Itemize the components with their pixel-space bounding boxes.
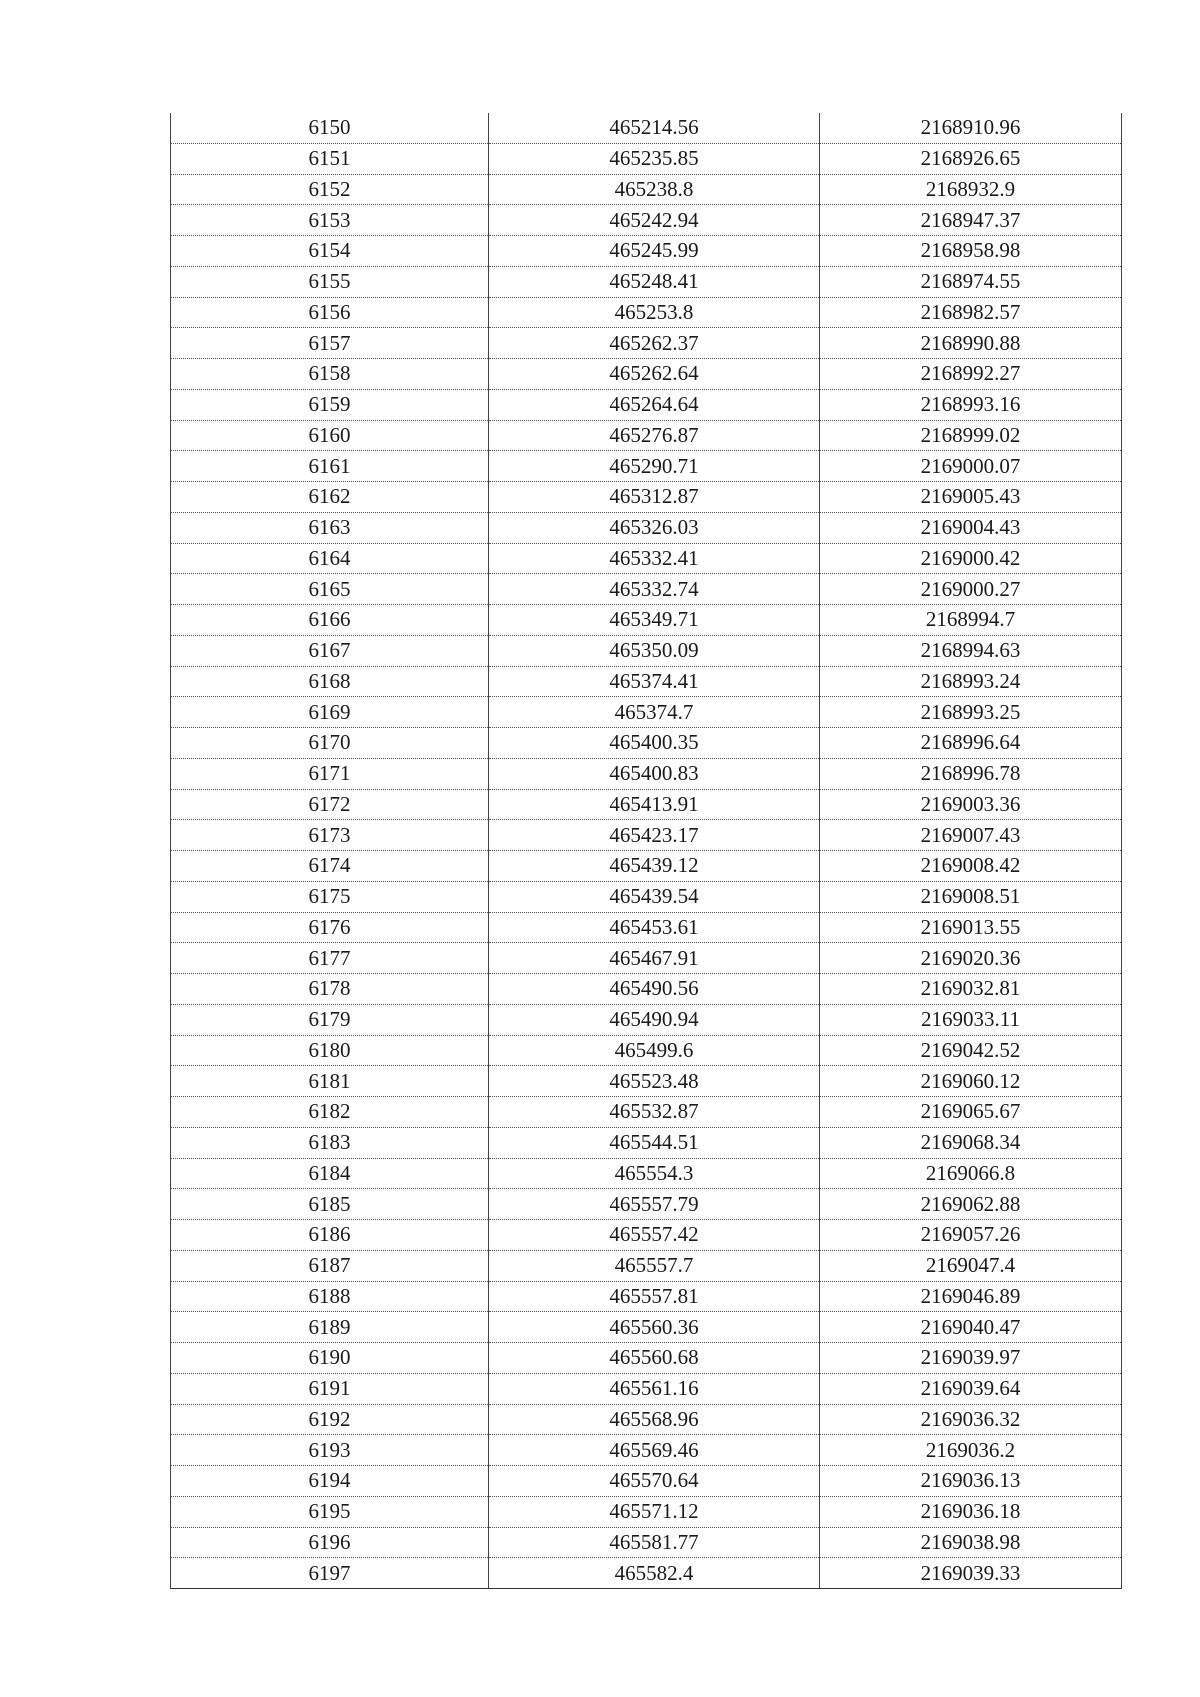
y-coordinate-cell: 2168958.98 [820, 236, 1122, 267]
point-number-cell: 6154 [171, 236, 489, 267]
y-coordinate-cell: 2169000.27 [820, 574, 1122, 605]
x-coordinate-cell: 465561.16 [489, 1373, 820, 1404]
table-row [171, 1435, 1122, 1466]
table-row [171, 1097, 1122, 1128]
table-row [171, 205, 1122, 236]
y-coordinate-cell: 2169033.11 [820, 1004, 1122, 1035]
table-row [171, 1527, 1122, 1558]
point-number-cell: 6171 [171, 758, 489, 789]
table-row [171, 820, 1122, 851]
point-number-cell: 6160 [171, 420, 489, 451]
table-row [171, 666, 1122, 697]
point-number-cell: 6170 [171, 728, 489, 759]
y-coordinate-cell: 2168994.7 [820, 605, 1122, 636]
x-coordinate-cell: 465569.46 [489, 1435, 820, 1466]
y-coordinate-cell: 2168993.16 [820, 389, 1122, 420]
x-coordinate-cell: 465423.17 [489, 820, 820, 851]
table-row [171, 420, 1122, 451]
x-coordinate-cell: 465557.79 [489, 1189, 820, 1220]
point-number-cell: 6180 [171, 1035, 489, 1066]
table-row [171, 236, 1122, 267]
x-coordinate-cell: 465235.85 [489, 143, 820, 174]
y-coordinate-cell: 2169036.2 [820, 1435, 1122, 1466]
x-coordinate-cell: 465560.68 [489, 1343, 820, 1374]
table-row [171, 851, 1122, 882]
x-coordinate-cell: 465349.71 [489, 605, 820, 636]
point-number-cell: 6163 [171, 512, 489, 543]
y-coordinate-cell: 2169039.97 [820, 1343, 1122, 1374]
point-number-cell: 6153 [171, 205, 489, 236]
table-row [171, 328, 1122, 359]
y-coordinate-cell: 2168996.78 [820, 758, 1122, 789]
x-coordinate-cell: 465544.51 [489, 1127, 820, 1158]
y-coordinate-cell: 2169046.89 [820, 1281, 1122, 1312]
x-coordinate-cell: 465264.64 [489, 389, 820, 420]
point-number-cell: 6188 [171, 1281, 489, 1312]
table-row [171, 543, 1122, 574]
x-coordinate-cell: 465276.87 [489, 420, 820, 451]
table-row [171, 359, 1122, 390]
y-coordinate-cell: 2169065.67 [820, 1097, 1122, 1128]
table-row [171, 574, 1122, 605]
x-coordinate-cell: 465570.64 [489, 1466, 820, 1497]
x-coordinate-cell: 465374.41 [489, 666, 820, 697]
y-coordinate-cell: 2169047.4 [820, 1250, 1122, 1281]
y-coordinate-cell: 2169036.18 [820, 1496, 1122, 1527]
point-number-cell: 6173 [171, 820, 489, 851]
point-number-cell: 6161 [171, 451, 489, 482]
x-coordinate-cell: 465499.6 [489, 1035, 820, 1066]
x-coordinate-cell: 465467.91 [489, 943, 820, 974]
y-coordinate-cell: 2169039.64 [820, 1373, 1122, 1404]
y-coordinate-cell: 2168993.24 [820, 666, 1122, 697]
x-coordinate-cell: 465581.77 [489, 1527, 820, 1558]
x-coordinate-cell: 465568.96 [489, 1404, 820, 1435]
point-number-cell: 6176 [171, 912, 489, 943]
table-row [171, 943, 1122, 974]
y-coordinate-cell: 2169000.07 [820, 451, 1122, 482]
table-row [171, 881, 1122, 912]
y-coordinate-cell: 2169008.42 [820, 851, 1122, 882]
x-coordinate-cell: 465453.61 [489, 912, 820, 943]
y-coordinate-cell: 2168932.9 [820, 174, 1122, 205]
y-coordinate-cell: 2169007.43 [820, 820, 1122, 851]
table-row [171, 1466, 1122, 1497]
x-coordinate-cell: 465582.4 [489, 1558, 820, 1589]
table-row [171, 974, 1122, 1005]
x-coordinate-cell: 465557.42 [489, 1220, 820, 1251]
point-number-cell: 6159 [171, 389, 489, 420]
x-coordinate-cell: 465439.54 [489, 881, 820, 912]
y-coordinate-cell: 2168996.64 [820, 728, 1122, 759]
table-row [171, 1035, 1122, 1066]
y-coordinate-cell: 2168910.96 [820, 113, 1122, 143]
y-coordinate-cell: 2169042.52 [820, 1035, 1122, 1066]
point-number-cell: 6151 [171, 143, 489, 174]
table-row [171, 512, 1122, 543]
table-row [171, 143, 1122, 174]
table-row [171, 912, 1122, 943]
x-coordinate-cell: 465400.83 [489, 758, 820, 789]
y-coordinate-cell: 2169040.47 [820, 1312, 1122, 1343]
table-row [171, 635, 1122, 666]
table-row [171, 1066, 1122, 1097]
y-coordinate-cell: 2168999.02 [820, 420, 1122, 451]
x-coordinate-cell: 465490.56 [489, 974, 820, 1005]
table-row [171, 1496, 1122, 1527]
point-number-cell: 6174 [171, 851, 489, 882]
x-coordinate-cell: 465439.12 [489, 851, 820, 882]
x-coordinate-cell: 465523.48 [489, 1066, 820, 1097]
point-number-cell: 6165 [171, 574, 489, 605]
x-coordinate-cell: 465490.94 [489, 1004, 820, 1035]
table-row [171, 297, 1122, 328]
y-coordinate-cell: 2169005.43 [820, 482, 1122, 513]
table-row [171, 1312, 1122, 1343]
y-coordinate-cell: 2169062.88 [820, 1189, 1122, 1220]
table-row [171, 1158, 1122, 1189]
y-coordinate-cell: 2169036.13 [820, 1466, 1122, 1497]
x-coordinate-cell: 465332.74 [489, 574, 820, 605]
y-coordinate-cell: 2169057.26 [820, 1220, 1122, 1251]
x-coordinate-cell: 465245.99 [489, 236, 820, 267]
table-row [171, 174, 1122, 205]
table-row [171, 758, 1122, 789]
x-coordinate-cell: 465248.41 [489, 266, 820, 297]
y-coordinate-cell: 2169068.34 [820, 1127, 1122, 1158]
y-coordinate-cell: 2168947.37 [820, 205, 1122, 236]
y-coordinate-cell: 2169032.81 [820, 974, 1122, 1005]
y-coordinate-cell: 2169036.32 [820, 1404, 1122, 1435]
table-row [171, 1127, 1122, 1158]
x-coordinate-cell: 465560.36 [489, 1312, 820, 1343]
table-row [171, 697, 1122, 728]
point-number-cell: 6184 [171, 1158, 489, 1189]
table-row [171, 1189, 1122, 1220]
point-number-cell: 6185 [171, 1189, 489, 1220]
point-number-cell: 6197 [171, 1558, 489, 1589]
x-coordinate-cell: 465253.8 [489, 297, 820, 328]
table-row [171, 1373, 1122, 1404]
point-number-cell: 6167 [171, 635, 489, 666]
point-number-cell: 6152 [171, 174, 489, 205]
y-coordinate-cell: 2169039.33 [820, 1558, 1122, 1589]
coordinate-table [170, 113, 1122, 1589]
y-coordinate-cell: 2169000.42 [820, 543, 1122, 574]
x-coordinate-cell: 465400.35 [489, 728, 820, 759]
y-coordinate-cell: 2168994.63 [820, 635, 1122, 666]
y-coordinate-cell: 2169003.36 [820, 789, 1122, 820]
point-number-cell: 6168 [171, 666, 489, 697]
table-row [171, 482, 1122, 513]
x-coordinate-cell: 465326.03 [489, 512, 820, 543]
x-coordinate-cell: 465332.41 [489, 543, 820, 574]
table-row [171, 1004, 1122, 1035]
y-coordinate-cell: 2168974.55 [820, 266, 1122, 297]
point-number-cell: 6190 [171, 1343, 489, 1374]
table-row [171, 266, 1122, 297]
point-number-cell: 6150 [171, 113, 489, 143]
table-row [171, 1250, 1122, 1281]
point-number-cell: 6158 [171, 359, 489, 390]
x-coordinate-cell: 465242.94 [489, 205, 820, 236]
table-row [171, 1281, 1122, 1312]
point-number-cell: 6178 [171, 974, 489, 1005]
y-coordinate-cell: 2169066.8 [820, 1158, 1122, 1189]
point-number-cell: 6164 [171, 543, 489, 574]
x-coordinate-cell: 465374.7 [489, 697, 820, 728]
x-coordinate-cell: 465312.87 [489, 482, 820, 513]
point-number-cell: 6162 [171, 482, 489, 513]
point-number-cell: 6157 [171, 328, 489, 359]
table-row [171, 1343, 1122, 1374]
point-number-cell: 6187 [171, 1250, 489, 1281]
x-coordinate-cell: 465238.8 [489, 174, 820, 205]
y-coordinate-cell: 2169008.51 [820, 881, 1122, 912]
coordinate-table-body [171, 113, 1122, 1589]
point-number-cell: 6182 [171, 1097, 489, 1128]
point-number-cell: 6196 [171, 1527, 489, 1558]
x-coordinate-cell: 465262.37 [489, 328, 820, 359]
x-coordinate-cell: 465571.12 [489, 1496, 820, 1527]
y-coordinate-cell: 2168982.57 [820, 297, 1122, 328]
table-row [171, 728, 1122, 759]
x-coordinate-cell: 465214.56 [489, 113, 820, 143]
point-number-cell: 6177 [171, 943, 489, 974]
point-number-cell: 6169 [171, 697, 489, 728]
y-coordinate-cell: 2169020.36 [820, 943, 1122, 974]
y-coordinate-cell: 2168926.65 [820, 143, 1122, 174]
point-number-cell: 6194 [171, 1466, 489, 1497]
y-coordinate-cell: 2169004.43 [820, 512, 1122, 543]
x-coordinate-cell: 465557.81 [489, 1281, 820, 1312]
point-number-cell: 6166 [171, 605, 489, 636]
point-number-cell: 6155 [171, 266, 489, 297]
table-row [171, 389, 1122, 420]
y-coordinate-cell: 2169060.12 [820, 1066, 1122, 1097]
point-number-cell: 6156 [171, 297, 489, 328]
x-coordinate-cell: 465290.71 [489, 451, 820, 482]
table-row [171, 1558, 1122, 1589]
table-row [171, 113, 1122, 143]
table-row [171, 605, 1122, 636]
y-coordinate-cell: 2169038.98 [820, 1527, 1122, 1558]
x-coordinate-cell: 465413.91 [489, 789, 820, 820]
point-number-cell: 6195 [171, 1496, 489, 1527]
table-row [171, 451, 1122, 482]
y-coordinate-cell: 2169013.55 [820, 912, 1122, 943]
y-coordinate-cell: 2168993.25 [820, 697, 1122, 728]
point-number-cell: 6191 [171, 1373, 489, 1404]
x-coordinate-cell: 465557.7 [489, 1250, 820, 1281]
table-row [171, 1404, 1122, 1435]
point-number-cell: 6183 [171, 1127, 489, 1158]
point-number-cell: 6172 [171, 789, 489, 820]
y-coordinate-cell: 2168990.88 [820, 328, 1122, 359]
x-coordinate-cell: 465350.09 [489, 635, 820, 666]
point-number-cell: 6179 [171, 1004, 489, 1035]
point-number-cell: 6189 [171, 1312, 489, 1343]
point-number-cell: 6175 [171, 881, 489, 912]
point-number-cell: 6193 [171, 1435, 489, 1466]
y-coordinate-cell: 2168992.27 [820, 359, 1122, 390]
point-number-cell: 6186 [171, 1220, 489, 1251]
point-number-cell: 6181 [171, 1066, 489, 1097]
table-row [171, 789, 1122, 820]
x-coordinate-cell: 465262.64 [489, 359, 820, 390]
x-coordinate-cell: 465532.87 [489, 1097, 820, 1128]
point-number-cell: 6192 [171, 1404, 489, 1435]
table-row [171, 1220, 1122, 1251]
x-coordinate-cell: 465554.3 [489, 1158, 820, 1189]
